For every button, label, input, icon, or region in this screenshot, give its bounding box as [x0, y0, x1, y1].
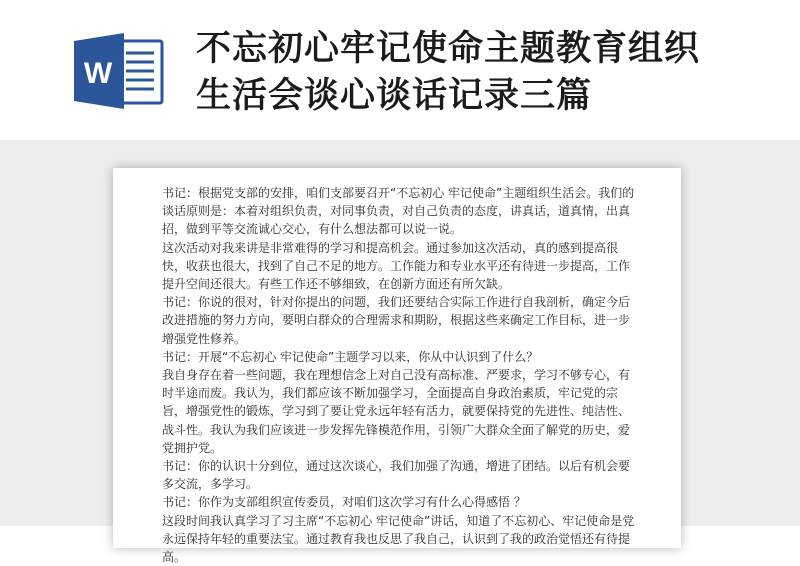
- paragraph: 这次活动对我来讲是非常难得的学习和提高机会。通过参加这次活动，真的感到提高很快，收获也很大，找到了自己不足的地方。工作能力和专业水平还有待进一步提高，工作提升空间还很大。有些工作还不够细致，在创新方面还有所欠缺。: [162, 240, 631, 292]
- paragraph: 书记：你作为支部组织宣传委员，对咱们这次学习有什么心得感悟 ？: [162, 495, 526, 510]
- page-title-line-2: 生活会谈心谈话记录三篇: [196, 76, 593, 116]
- document-page: [113, 168, 681, 565]
- paragraph: 书记：开展“不忘初心 牢记使命”主题学习以来，你从中认识到了什么？: [162, 349, 539, 364]
- paragraph: 书记：你的认识十分到位，通过这次谈心，我们加强了沟通，增进了团结。以后有机会要多交流，多学习。: [162, 459, 631, 492]
- page-title-line-1: 不忘初心牢记使命主题教育组织: [196, 29, 701, 69]
- page-title: [196, 26, 776, 120]
- word-document-icon: [74, 33, 166, 109]
- header: [0, 0, 800, 140]
- word-icon-letter: W: [83, 57, 113, 90]
- paragraph: 书记：根据党支部的安排，咱们支部要召开“不忘初心 牢记使命”主题组织生活会。我们的谈话原则是：本着对组织负责，对同事负责，对自己负责的态度，讲真话，道真情，出真招，做到平等交流诚心交心，有什么想法都可以说一说。: [162, 186, 635, 237]
- paragraph: 我自身存在着一些问题，我在理想信念上对自己没有高标准、严要求，学习不够专心，有时半途而废。我认为，我们都应该不断加强学习，全面提高自身政治素质，牢记党的宗旨，增强党性的锻炼，学习到了要让党永远年轻有活力，就要保持党的先进性、纯洁性、战斗性。我认为我们应该进一步发挥先锋模范作用，引领广大群众全面了解党的历史，爱党拥护党。: [162, 368, 631, 455]
- paragraph: 这段时间我认真学习了习主席“不忘初心 牢记使命”讲话，知道了不忘初心、牢记使命是党永远保持年轻的重要法宝。通过教育我也反思了我自己，认识到了我的政治觉悟还有待提高。: [162, 513, 635, 565]
- document-body: [162, 184, 638, 566]
- paragraph: 书记：你说的很对，针对你提出的问题，我们还要结合实际工作进行自我剖析，确定今后改进措施的努力方向，要明白群众的合理需求和期盼，根据这些来确定工作目标，进一步增强党性修养。: [162, 295, 631, 346]
